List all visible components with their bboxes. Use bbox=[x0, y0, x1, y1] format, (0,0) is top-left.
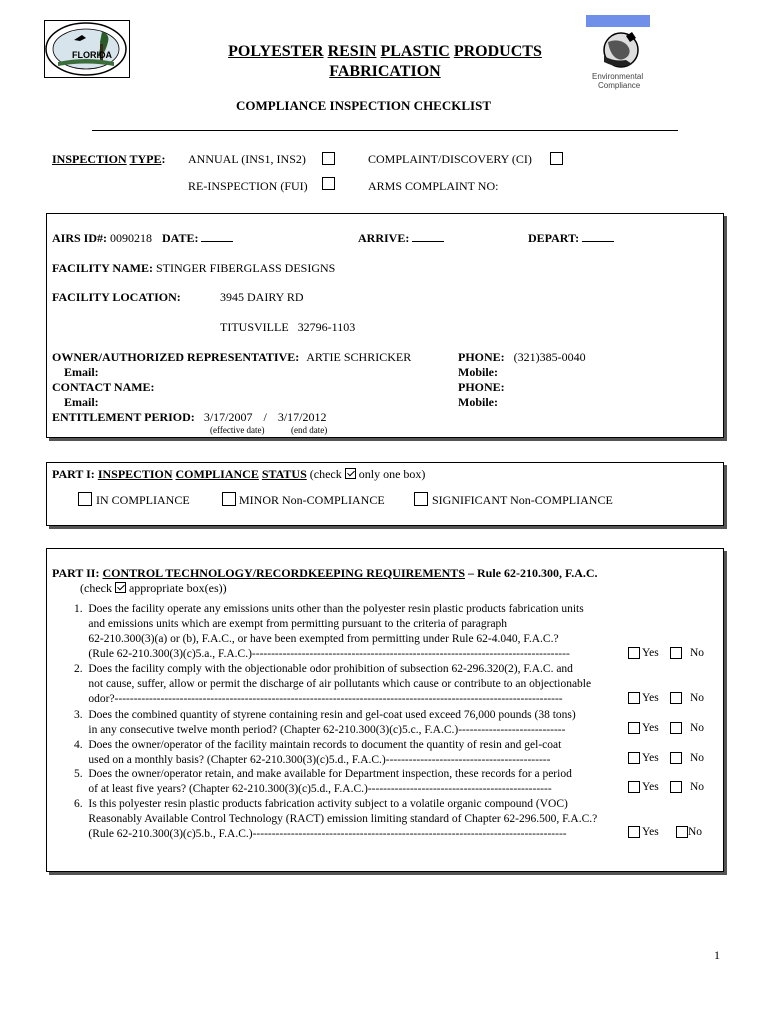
reinspection-checkbox[interactable] bbox=[322, 177, 335, 190]
yes-checkbox[interactable] bbox=[628, 781, 640, 793]
airs-id-label: AIRS ID#: bbox=[52, 231, 108, 245]
no-label: No bbox=[690, 752, 705, 764]
question-line: and emissions units which are exempt from permitting pursuant to the criteria of paragraph bbox=[74, 618, 508, 630]
globe-hand-icon bbox=[596, 28, 646, 72]
label-colon: : bbox=[161, 152, 166, 166]
yes-checkbox[interactable] bbox=[628, 647, 640, 659]
title-word-1: POLYESTER bbox=[228, 43, 324, 60]
depart-label bbox=[528, 231, 614, 246]
email-2-label: Email: bbox=[64, 395, 99, 409]
question-line: not cause, suffer, allow or permit the discharge of air pollutants which cause or contribute to an objectionable bbox=[74, 678, 592, 690]
page-subtitle: COMPLIANCE INSPECTION CHECKLIST bbox=[236, 98, 491, 113]
airs-label bbox=[52, 231, 152, 246]
depart-label-text: DEPART: bbox=[528, 231, 580, 245]
question-line: 6. Is this polyester resin plastic products fabrication activity subject to a volatile organic compound (VOC) bbox=[74, 798, 568, 810]
option-annual-label: ANNUAL (INS1, INS2) bbox=[188, 152, 306, 166]
part1-title-3: STATUS bbox=[261, 467, 307, 481]
significant-noncompliance-checkbox[interactable] bbox=[414, 492, 428, 506]
facility-info-panel bbox=[46, 213, 724, 438]
part2-check-after: appropriate box(es)) bbox=[128, 581, 227, 595]
facility-location-label: FACILITY LOCATION: bbox=[52, 290, 181, 304]
arms-complaint-label: ARMS COMPLAINT NO: bbox=[368, 179, 499, 193]
annual-checkbox[interactable] bbox=[322, 152, 335, 165]
yes-label: Yes bbox=[642, 692, 659, 704]
no-label: No bbox=[690, 692, 705, 704]
option-reinspection bbox=[188, 179, 308, 194]
part2-check-text: (check bbox=[80, 581, 112, 595]
svg-text:FLORIDA: FLORIDA bbox=[72, 50, 112, 60]
question-line: Reasonably Available Control Technology (RACT) emission limiting standard of Chapter 62-296.500, F.A.C.? bbox=[74, 813, 598, 825]
entitlement-end: 3/17/2012 bbox=[277, 410, 327, 424]
significant-noncompliance-label: SIGNIFICANT Non-COMPLIANCE bbox=[432, 493, 613, 507]
no-checkbox[interactable] bbox=[670, 781, 682, 793]
facility-name-value: STINGER FIBERGLASS DESIGNS bbox=[156, 261, 336, 275]
question-line: (Rule 62-210.300(3)(c)5.a., F.A.C.)----------------------------------------------------------------------------------- bbox=[74, 648, 570, 660]
question-line: 5. Does the owner/operator retain, and make available for Department inspection, these records for a period bbox=[74, 768, 572, 780]
date-field[interactable] bbox=[201, 231, 233, 242]
part2-title: CONTROL TECHNOLOGY/RECORDKEEPING REQUIREMENTS bbox=[102, 566, 465, 580]
part1-header bbox=[52, 467, 425, 482]
contact-name-label: CONTACT NAME: bbox=[52, 380, 155, 394]
part2-rule: – Rule 62-210.300, F.A.C. bbox=[468, 566, 598, 580]
no-label: No bbox=[688, 826, 703, 838]
question-line: 62-210.300(3)(a) or (b), F.A.C., or have been exempted from permitting under Rule 62-4.040, F.A.C.? bbox=[74, 633, 559, 645]
address-line-1: 3945 DAIRY RD bbox=[220, 290, 304, 304]
question-line: used on a monthly basis? (Chapter 62-210.300(3)(c)5.d., F.A.C.)------------------------------------------- bbox=[74, 754, 551, 766]
entitlement-row bbox=[52, 410, 327, 425]
question-line: 1. Does the facility operate any emissions units other than the polyester resin plastic products fabrication units bbox=[74, 603, 584, 615]
title-word-3: PLASTIC bbox=[380, 43, 450, 60]
part2-prefix: PART II: bbox=[52, 566, 100, 580]
mobile-2-label: Mobile: bbox=[458, 395, 498, 409]
no-label: No bbox=[690, 722, 705, 734]
question-line: 3. Does the combined quantity of styrene containing resin and gel-coat used exceed 76,000 pounds (38 tons) bbox=[74, 709, 576, 721]
yes-checkbox[interactable] bbox=[628, 826, 640, 838]
yes-checkbox[interactable] bbox=[628, 752, 640, 764]
option-complaint bbox=[368, 152, 532, 167]
title-divider bbox=[92, 130, 678, 131]
airs-id-value: 0090218 bbox=[110, 231, 153, 245]
part1-title-1: INSPECTION bbox=[97, 467, 173, 481]
part2-check-row bbox=[80, 581, 227, 596]
logo-caption-1: Environmental bbox=[592, 72, 644, 81]
part1-prefix: PART I: bbox=[52, 467, 95, 481]
yes-checkbox[interactable] bbox=[628, 692, 640, 704]
environmental-compliance-logo bbox=[596, 28, 646, 72]
owner-label: OWNER/AUTHORIZED REPRESENTATIVE: bbox=[52, 350, 300, 364]
entitlement-label: ENTITLEMENT PERIOD: bbox=[52, 410, 195, 424]
question-line: odor?--------------------------------------------------------------------------------------------------------------------- bbox=[74, 693, 563, 705]
yes-label: Yes bbox=[642, 722, 659, 734]
page-title-line1 bbox=[210, 43, 560, 61]
mobile-label: Mobile: bbox=[458, 365, 498, 379]
inspection-type-label bbox=[52, 152, 166, 167]
phone-row bbox=[458, 350, 586, 365]
option-complaint-label: COMPLAINT/DISCOVERY (CI) bbox=[368, 152, 532, 166]
entitlement-separator: / bbox=[263, 410, 267, 424]
title-word-2: RESIN bbox=[327, 43, 377, 60]
facility-name-row bbox=[52, 261, 335, 276]
owner-value: ARTIE SCHRICKER bbox=[306, 350, 412, 364]
logo-caption-2: Compliance bbox=[598, 81, 641, 90]
arrive-label bbox=[358, 231, 444, 246]
minor-noncompliance-label: MINOR Non-COMPLIANCE bbox=[239, 493, 385, 507]
yes-label: Yes bbox=[642, 781, 659, 793]
no-checkbox[interactable] bbox=[670, 692, 682, 704]
effective-date-caption: (effective date) bbox=[210, 425, 265, 435]
entitlement-start: 3/17/2007 bbox=[203, 410, 253, 424]
yes-checkbox[interactable] bbox=[628, 722, 640, 734]
florida-dep-seal bbox=[44, 20, 130, 78]
page-number: 1 bbox=[714, 948, 720, 962]
in-compliance-label: IN COMPLIANCE bbox=[96, 493, 190, 507]
no-checkbox[interactable] bbox=[670, 722, 682, 734]
blue-header-bar bbox=[586, 15, 650, 27]
no-label: No bbox=[690, 647, 705, 659]
question-line: of at least five years? (Chapter 62-210.300(3)(c)5.d., F.A.C.)------------------------------------------------ bbox=[74, 783, 552, 795]
part2-header bbox=[52, 566, 598, 581]
label-word-1: INSPECTION bbox=[52, 152, 127, 166]
arrive-field[interactable] bbox=[412, 231, 444, 242]
phone-value: (321)385-0040 bbox=[513, 350, 586, 364]
date-label bbox=[162, 231, 233, 246]
no-checkbox[interactable] bbox=[676, 826, 688, 838]
yes-label: Yes bbox=[642, 647, 659, 659]
no-checkbox[interactable] bbox=[670, 647, 682, 659]
minor-noncompliance-checkbox[interactable] bbox=[222, 492, 236, 506]
in-compliance-checkbox[interactable] bbox=[78, 492, 92, 506]
facility-name-label: FACILITY NAME: bbox=[52, 261, 153, 275]
question-line: 4. Does the owner/operator of the facility maintain records to document the quantity of resin and gel-coat bbox=[74, 739, 562, 751]
title-word-4: PRODUCTS bbox=[453, 43, 542, 60]
seal-graphic bbox=[44, 20, 130, 78]
yes-label: Yes bbox=[642, 752, 659, 764]
no-checkbox[interactable] bbox=[670, 752, 682, 764]
arrive-label-text: ARRIVE: bbox=[358, 231, 410, 245]
option-reinspection-label: RE-INSPECTION (FUI) bbox=[188, 179, 308, 193]
phone-label: PHONE: bbox=[458, 350, 505, 364]
part1-check-text: (check bbox=[309, 467, 342, 481]
part1-title-2: COMPLIANCE bbox=[175, 467, 259, 481]
option-annual bbox=[188, 152, 306, 167]
checked-box-icon bbox=[345, 468, 356, 479]
no-label: No bbox=[690, 781, 705, 793]
question-line: in any consecutive twelve month period? (Chapter 62-210.300(3)(c)5.c., F.A.C.)---------------------------- bbox=[74, 724, 566, 736]
complaint-checkbox[interactable] bbox=[550, 152, 563, 165]
label-word-2: TYPE bbox=[129, 152, 162, 166]
question-line: 2. Does the facility comply with the objectionable odor prohibition of subsection 62-296.320(2), F.A.C. and bbox=[74, 663, 573, 675]
email-label: Email: bbox=[64, 365, 99, 379]
address-line-2: TITUSVILLE 32796-1103 bbox=[220, 320, 356, 334]
end-date-caption: (end date) bbox=[291, 425, 328, 435]
yes-label: Yes bbox=[642, 826, 659, 838]
checked-box-icon bbox=[115, 582, 126, 593]
date-label-text: DATE: bbox=[162, 231, 199, 245]
page-title-line2: FABRICATION bbox=[329, 63, 441, 80]
depart-field[interactable] bbox=[582, 231, 614, 242]
question-line: (Rule 62-210.300(3)(c)5.b., F.A.C.)---------------------------------------------------------------------------------- bbox=[74, 828, 567, 840]
phone-2-label: PHONE: bbox=[458, 380, 505, 394]
part1-check-after: only one box) bbox=[358, 467, 426, 481]
owner-row bbox=[52, 350, 411, 365]
